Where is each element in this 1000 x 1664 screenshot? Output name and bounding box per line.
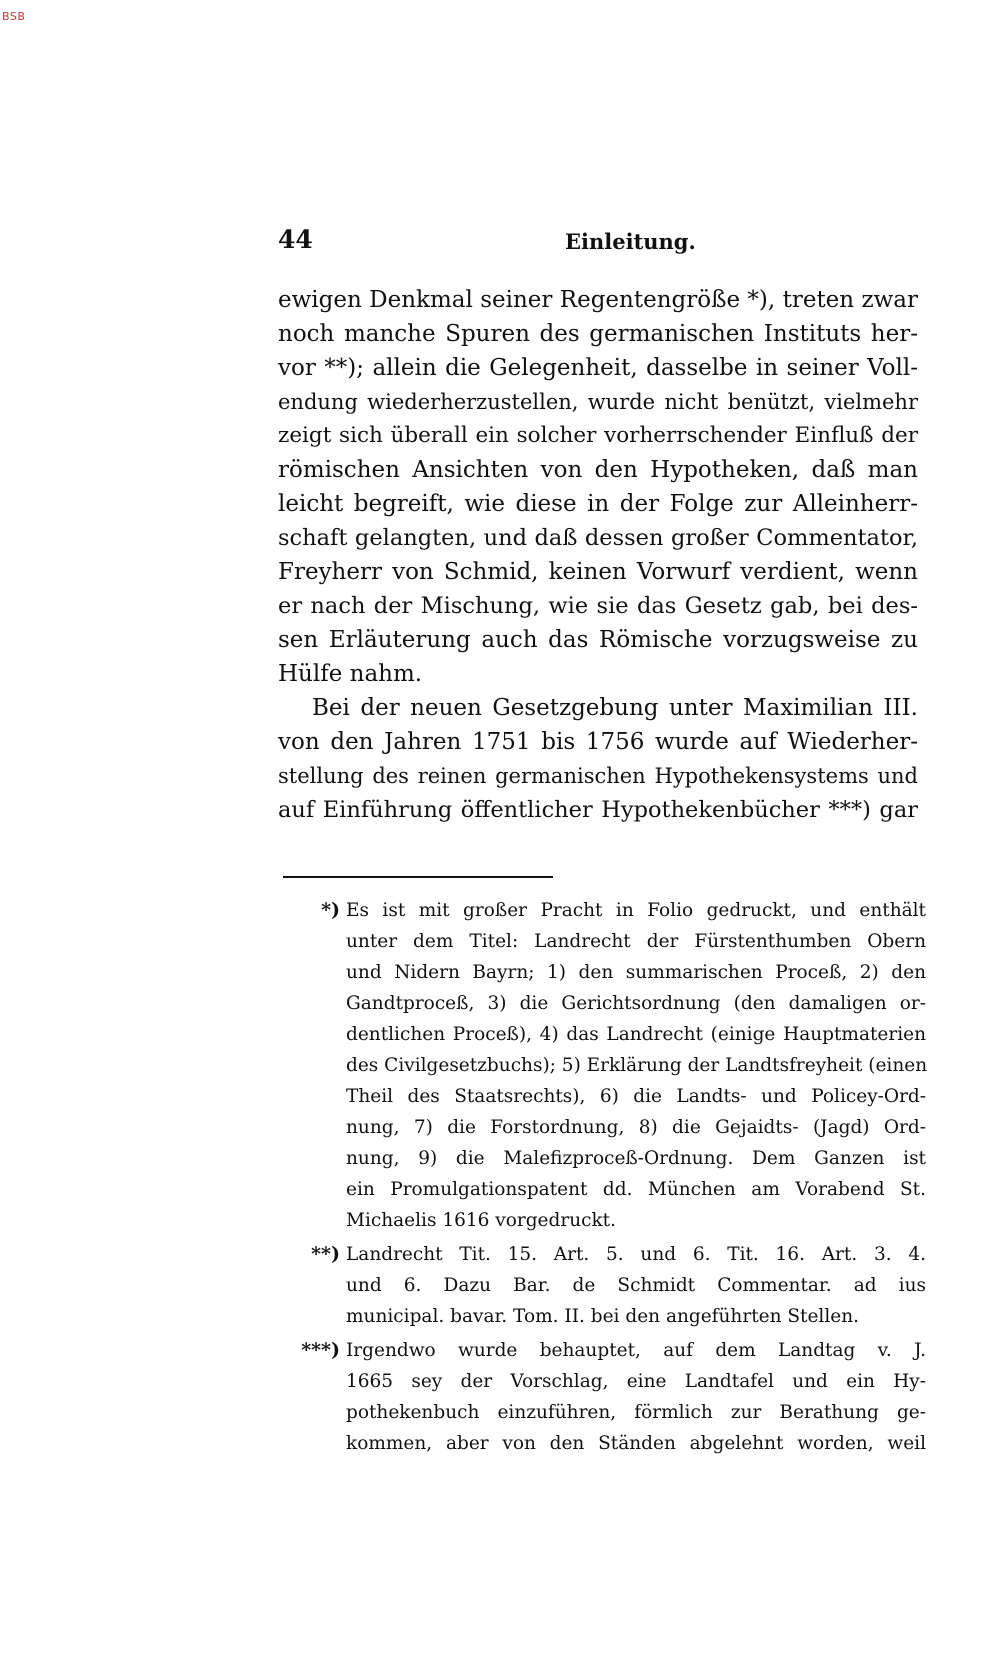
body-line: ewigen Denkmal seiner Regentengröße *), treten zwar bbox=[278, 287, 918, 313]
footnote-2 bbox=[286, 1239, 926, 1332]
body-line: von den Jahren 1751 bis 1756 wurde auf Wiederher- bbox=[278, 729, 918, 755]
page-header bbox=[278, 225, 913, 257]
footnote-line: unter dem Titel: Landrecht der Fürstenthumben Obern bbox=[346, 931, 926, 952]
running-title: Einleitung. bbox=[565, 229, 696, 254]
footnote-line: kommen, aber von den Ständen abgelehnt worden, weil bbox=[346, 1433, 926, 1454]
footnote-line: und 6. Dazu Bar. de Schmidt Commentar. ad ius bbox=[346, 1275, 926, 1296]
footnote-line: Irgendwo wurde behauptet, auf dem Landtag v. J. bbox=[346, 1340, 926, 1361]
footnote-line: Theil des Staatsrechts), 6) die Landts- und Policey-Ord- bbox=[346, 1086, 926, 1107]
body-line: Hülfe nahm. bbox=[278, 661, 423, 687]
body-line: auf Einführung öffentlicher Hypothekenbücher ***) gar bbox=[278, 797, 918, 823]
body-line: römischen Ansichten von den Hypotheken, daß man bbox=[278, 457, 918, 483]
footnote-line: Michaelis 1616 vorgedruckt. bbox=[346, 1210, 616, 1231]
body-line: vor **); allein die Gelegenheit, dasselbe in seiner Voll- bbox=[278, 355, 918, 381]
footnote-line: dentlichen Proceß), 4) das Landrecht (einige Hauptmaterien bbox=[346, 1024, 926, 1045]
footnote-line: Landrecht Tit. 15. Art. 5. und 6. Tit. 16. Art. 3. 4. bbox=[346, 1244, 926, 1265]
body-line: leicht begreift, wie diese in der Folge zur Alleinherr- bbox=[278, 491, 918, 517]
footnote-line: 1665 sey der Vorschlag, eine Landtafel und ein Hy- bbox=[346, 1371, 926, 1392]
footnote-marker: **) bbox=[311, 1243, 340, 1265]
page-number: 44 bbox=[278, 225, 313, 254]
body-line: stellung des reinen germanischen Hypothekensystems und bbox=[278, 764, 918, 788]
footnote-3 bbox=[286, 1335, 926, 1459]
footnote-line: Es ist mit großer Pracht in Folio gedruckt, und enthält bbox=[346, 900, 926, 921]
footnote-1 bbox=[286, 895, 926, 1236]
footnote-line: ein Promulgationspatent dd. München am Vorabend St. bbox=[346, 1179, 926, 1200]
footnote-marker: *) bbox=[321, 899, 340, 921]
library-watermark: BSB bbox=[2, 10, 26, 23]
body-line: zeigt sich überall ein solcher vorherrschender Einfluß der bbox=[278, 423, 918, 448]
footnote-line: nung, 7) die Forstordnung, 8) die Gejaidts- (Jagd) Ord- bbox=[346, 1117, 926, 1138]
body-text bbox=[278, 283, 918, 827]
body-line: noch manche Spuren des germanischen Instituts her- bbox=[278, 321, 918, 347]
body-line: er nach der Mischung, wie sie das Gesetz gab, bei des- bbox=[278, 593, 918, 619]
footnote-marker: ***) bbox=[301, 1339, 340, 1361]
body-line: Bei der neuen Gesetzgebung unter Maximilian III. bbox=[312, 695, 918, 721]
footnote-line: Gandtproceß, 3) die Gerichtsordnung (den damaligen or- bbox=[346, 993, 926, 1014]
body-line: schaft gelangten, und daß dessen großer Commentator, bbox=[278, 525, 918, 551]
body-line: Freyherr von Schmid, keinen Vorwurf verdient, wenn bbox=[278, 559, 918, 585]
footnote-line: municipal. bavar. Tom. II. bei den angeführten Stellen. bbox=[346, 1306, 860, 1327]
footnote-line: pothekenbuch einzuführen, förmlich zur Berathung ge- bbox=[346, 1402, 926, 1423]
footnote-line: nung, 9) die Malefizproceß-Ordnung. Dem Ganzen ist bbox=[346, 1148, 926, 1169]
footnote-line: und Nidern Bayrn; 1) den summarischen Proceß, 2) den bbox=[346, 962, 926, 983]
footnote-separator bbox=[283, 876, 553, 878]
footnotes bbox=[286, 895, 926, 1462]
footnote-line: des Civilgesetzbuchs); 5) Erklärung der Landtsfreyheit (einen bbox=[346, 1055, 928, 1076]
body-line: sen Erläuterung auch das Römische vorzugsweise zu bbox=[278, 627, 918, 653]
body-line: endung wiederherzustellen, wurde nicht benützt, vielmehr bbox=[278, 390, 918, 414]
